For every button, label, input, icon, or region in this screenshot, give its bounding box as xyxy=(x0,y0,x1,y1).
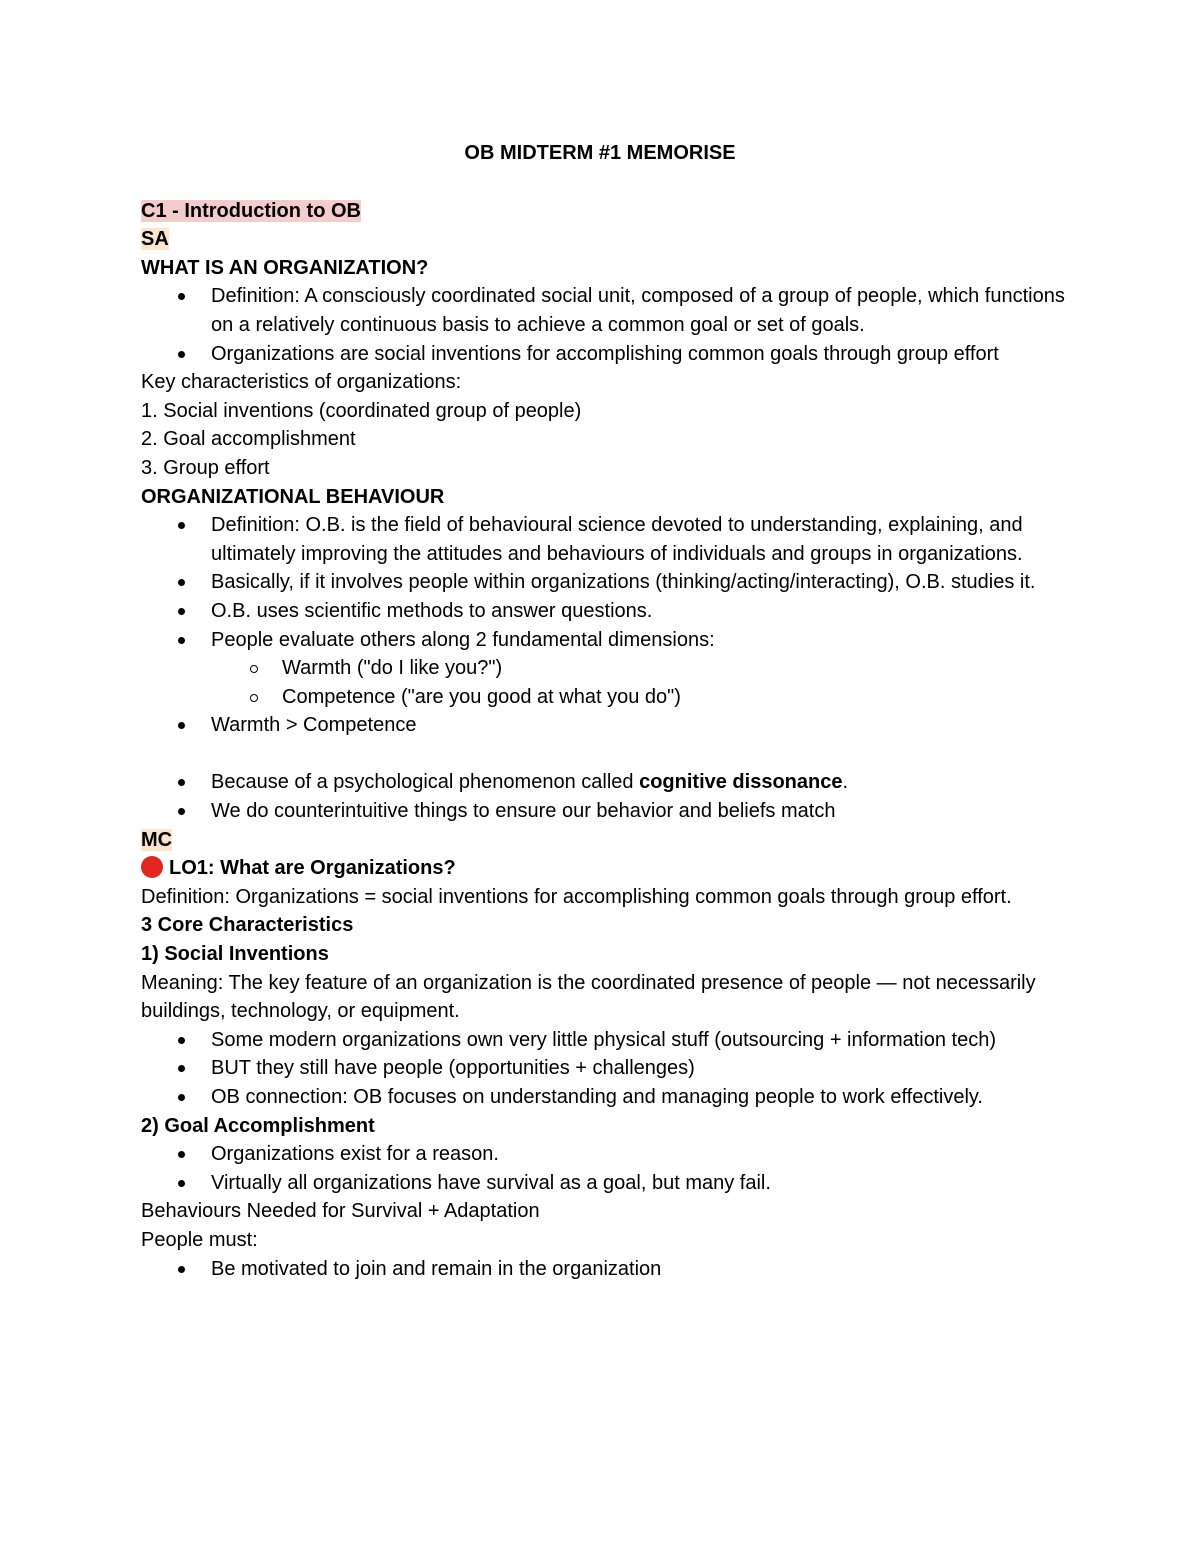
list-item: Warmth > Competence xyxy=(141,711,1071,740)
mc-label: MC xyxy=(141,828,173,851)
key-characteristics-intro: Key characteristics of organizations: xyxy=(141,371,462,394)
key-characteristic-item: 2. Goal accomplishment xyxy=(141,428,356,451)
goal-accomplishment-heading: 2) Goal Accomplishment xyxy=(141,1114,375,1137)
sub-list-item: Competence ("are you good at what you do") xyxy=(141,683,1071,712)
list-item: Be motivated to join and remain in the organization xyxy=(141,1255,1071,1284)
list-item: BUT they still have people (opportunities + challenges) xyxy=(141,1054,1071,1083)
list-item: Definition: O.B. is the field of behavioural science devoted to understanding, explaining, and ultimately improving the attitudes and behaviours of individuals and groups in organizations. xyxy=(141,511,1071,568)
page-title: OB MIDTERM #1 MEMORISE xyxy=(464,142,736,164)
list-item: Virtually all organizations have survival as a goal, but many fail. xyxy=(141,1169,1071,1198)
what-bullets xyxy=(141,282,1071,368)
key-characteristic-item: 3. Group effort xyxy=(141,456,270,479)
key-characteristic-item: 1. Social inventions (coordinated group of people) xyxy=(141,399,582,422)
sub-list-item: Warmth ("do I like you?") xyxy=(141,654,1071,683)
dissonance-bullets xyxy=(141,768,1071,825)
ob-bullets xyxy=(141,511,1071,740)
section-heading-c1: C1 - Introduction to OB xyxy=(141,199,361,222)
list-item: Some modern organizations own very little physical stuff (outsourcing + information tech) xyxy=(141,1026,1071,1055)
list-item: We do counterintuitive things to ensure our behavior and beliefs match xyxy=(141,797,1071,826)
list-item: O.B. uses scientific methods to answer questions. xyxy=(141,597,1071,626)
social-inventions-heading: 1) Social Inventions xyxy=(141,943,329,966)
social-inventions-meaning: Meaning: The key feature of an organization is the coordinated presence of people — not necessarily buildings, technology, or equipment. xyxy=(141,971,1036,1023)
red-circle-icon xyxy=(141,856,163,878)
list-item: OB connection: OB focuses on understanding and managing people to work effectively. xyxy=(141,1083,1071,1112)
people-bullets xyxy=(141,1255,1071,1284)
core-characteristics-heading: 3 Core Characteristics xyxy=(141,914,354,937)
list-item: Basically, if it involves people within organizations (thinking/acting/interacting), O.B. studies it. xyxy=(141,568,1071,597)
list-item: People evaluate others along 2 fundamental dimensions: xyxy=(141,626,1071,655)
what-is-organization-heading: WHAT IS AN ORGANIZATION? xyxy=(141,256,429,279)
list-item: Definition: A consciously coordinated social unit, composed of a group of people, which functions on a relatively continuous basis to achieve a common goal or set of goals. xyxy=(141,282,1071,339)
list-item: Organizations are social inventions for accomplishing common goals through group effort xyxy=(141,340,1071,369)
behaviours-needed-line: Behaviours Needed for Survival + Adaptation xyxy=(141,1200,540,1223)
social-bullets xyxy=(141,1026,1071,1112)
cognitive-dissonance-term: cognitive dissonance xyxy=(639,771,843,794)
ob-heading: ORGANIZATIONAL BEHAVIOUR xyxy=(141,485,445,508)
people-must-line: People must: xyxy=(141,1228,258,1251)
blank-line xyxy=(141,740,1071,769)
list-item: Organizations exist for a reason. xyxy=(141,1140,1071,1169)
list-item: Because of a psychological phenomenon called cognitive dissonance. xyxy=(141,768,1071,797)
sa-label: SA xyxy=(141,228,169,251)
document-body xyxy=(141,139,1071,1283)
lo1-definition: Definition: Organizations = social inventions for accomplishing common goals through group effort. xyxy=(141,885,1012,908)
lo1-heading: LO1: What are Organizations? xyxy=(141,854,1071,883)
goal-bullets xyxy=(141,1140,1071,1197)
